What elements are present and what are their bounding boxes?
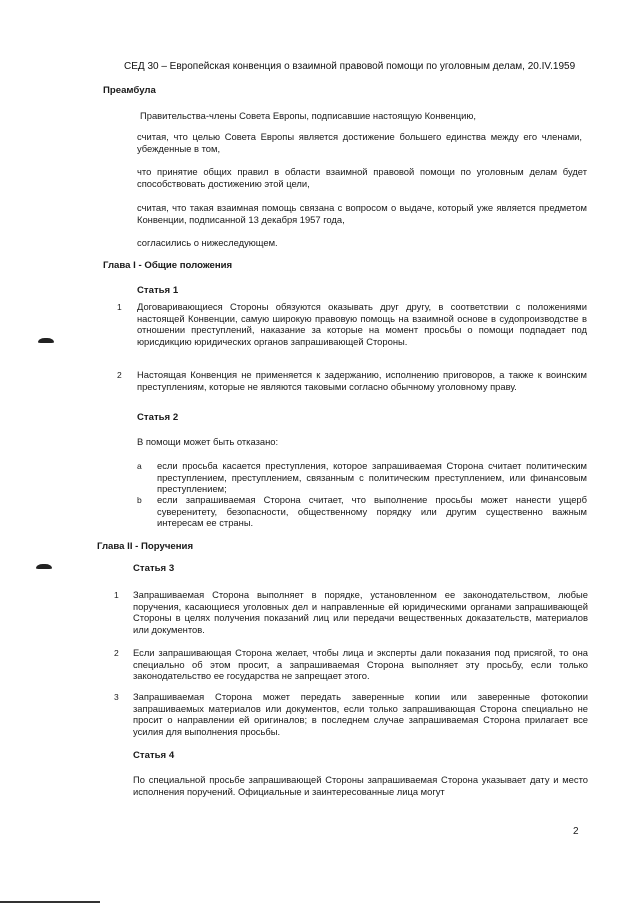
article-3-heading: Статья 3 xyxy=(133,563,175,574)
preamble-paragraph-3: что принятие общих правил в области взаимной правовой помощи по уголовным делам будет способствовать достижению этой цели, xyxy=(137,166,587,189)
article-2-heading: Статья 2 xyxy=(137,412,179,423)
article-3-point-1-number: 1 xyxy=(114,590,119,600)
preamble-paragraph-2: считая, что целью Совета Европы является достижение большего единства между его членами, убежденные в том, xyxy=(137,131,582,154)
article-2-item-a: если просьба касается преступления, которое запрашиваемая Сторона считает политическим преступлением, преступлением, связанным с политическим преступлением, или финансовым преступлением; xyxy=(157,460,587,495)
article-3-point-3: Запрашиваемая Сторона может передать заверенные копии или заверенные фотокопии запрашиваемых материалов или документов, если только запрашивающая Сторона специально не просит о направлении ей оригиналов; в последнем случае запрашиваемая Сторона прилагает все усилия для выполнения просьбы. xyxy=(133,691,588,737)
scan-mark xyxy=(38,338,54,343)
article-3-point-2: Если запрашивающая Сторона желает, чтобы лица и эксперты дали показания под присягой, то она специально об этом просит, а запрашиваемая Сторона выполняет эту просьбу, если только законодательство ее государства не запрещает этого. xyxy=(133,647,588,682)
article-1-heading: Статья 1 xyxy=(137,285,179,296)
article-3-point-1: Запрашиваемая Сторона выполняет в порядке, установленном ее законодательством, любые поручения, касающиеся уголовных дел и направленные ей юридическими органами запрашивающей Стороны в целях получения показаний лиц или передачи вещественных доказательств, материалов или документов. xyxy=(133,589,588,635)
chapter-2-heading: Глава II - Поручения xyxy=(97,541,194,552)
article-3-point-3-number: 3 xyxy=(114,692,119,702)
article-2-item-a-label: a xyxy=(137,461,142,471)
article-1-point-2-number: 2 xyxy=(117,370,122,380)
preamble-paragraph-5: согласились о нижеследующем. xyxy=(137,237,278,248)
document-header: СЕД 30 – Европейская конвенция о взаимной правовой помощи по уголовным делам, 20.IV.1959 xyxy=(124,61,576,72)
article-3-point-2-number: 2 xyxy=(114,648,119,658)
article-2-item-b-label: b xyxy=(137,495,142,505)
article-2-item-b: если запрашиваемая Сторона считает, что выполнение просьбы может нанести ущерб суверенитету, безопасности, общественному порядку или другим существенно важным интересам ее страны. xyxy=(157,494,587,529)
article-2-intro: В помощи может быть отказано: xyxy=(137,436,279,447)
article-1-point-1-number: 1 xyxy=(117,302,122,312)
article-1-point-2: Настоящая Конвенция не применяется к задержанию, исполнению приговоров, а также к воинским преступлениям, которые не являются таковыми согласно обычному уголовному праву. xyxy=(137,369,587,392)
preamble-paragraph-1: Правительства-члены Совета Европы, подписавшие настоящую Конвенцию, xyxy=(140,110,476,121)
preamble-heading: Преамбула xyxy=(103,85,156,96)
page-number: 2 xyxy=(573,826,579,837)
chapter-1-heading: Глава I - Общие положения xyxy=(103,260,233,271)
article-4-paragraph-1: По специальной просьбе запрашивающей Стороны запрашиваемая Сторона указывает дату и место исполнения поручений. Официальные и заинтересованные лица могут xyxy=(133,774,588,797)
article-1-point-1: Договаривающиеся Стороны обязуются оказывать друг другу, в соответствии с положениями настоящей Конвенции, самую широкую правовую помощь на взаимной основе в судопроизводстве в отношении преступлений, наказание за которые на момент просьбы о помощи подпадает под юрисдикцию юридических органов запрашивающей Стороны. xyxy=(137,301,587,347)
scan-mark xyxy=(36,564,52,569)
article-4-heading: Статья 4 xyxy=(133,750,175,761)
footer-rule xyxy=(0,901,100,903)
preamble-paragraph-4: считая, что такая взаимная помощь связана с вопросом о выдаче, который уже является предметом Конвенции, подписанной 13 декабря 1957 года, xyxy=(137,202,587,225)
